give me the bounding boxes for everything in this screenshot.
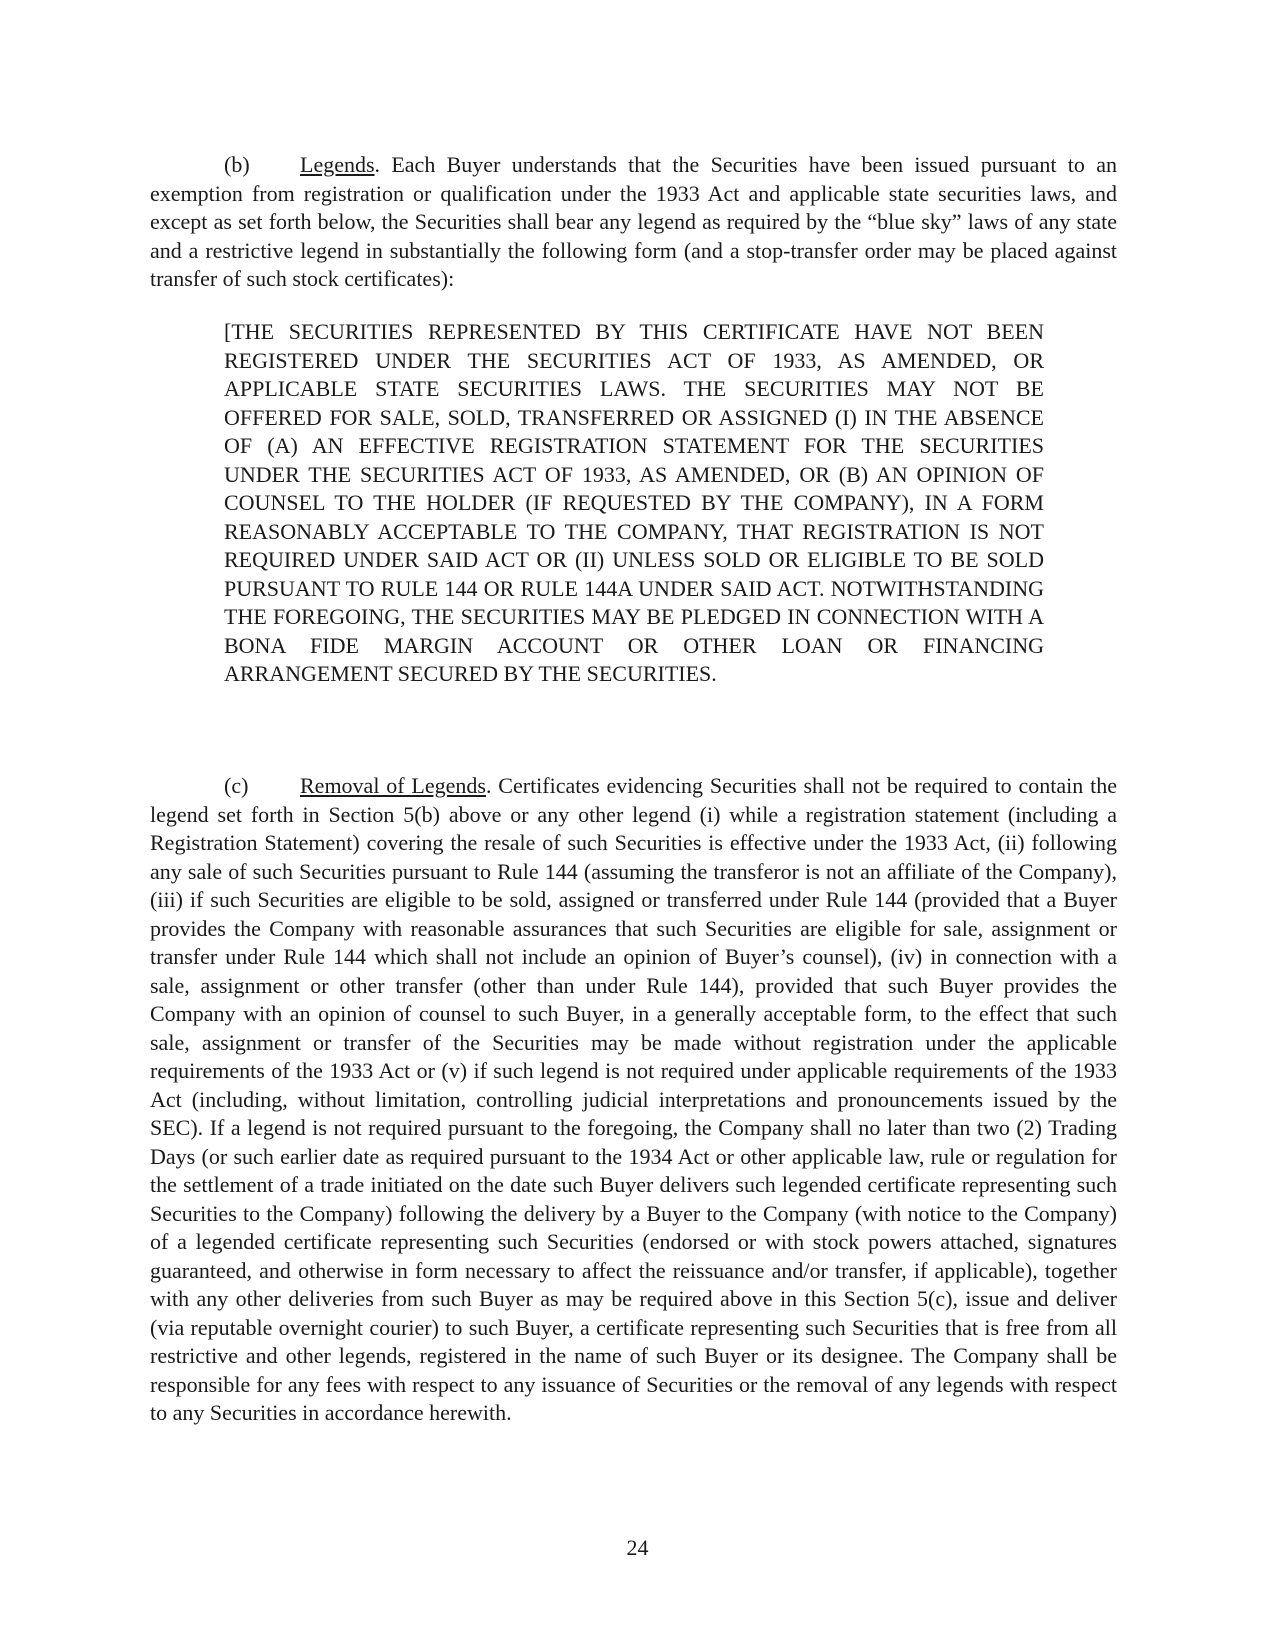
section-c-heading: Removal of Legends	[300, 773, 486, 798]
section-b-text: . Each Buyer understands that the Securities have been issued pursuant to an exemption from registration or qualification under the 1933 Act and applicable state securities laws, and except as set forth below, the Securities shall bear any legend as required by the “blue sky” laws of any state and a restrictive legend in substantially the following form (and a stop-transfer order may be placed against transfer of such stock certificates):	[150, 152, 1117, 291]
section-c-paragraph	[150, 772, 1117, 1428]
section-c-text: . Certificates evidencing Securities shall not be required to contain the legend set forth in Section 5(b) above or any other legend (i) while a registration statement (including a Registration Statement) covering the resale of such Securities is effective under the 1933 Act, (ii) following any sale of such Securities pursuant to Rule 144 (assuming the transferor is not an affiliate of the Company), (iii) if such Securities are eligible to be sold, assigned or transferred under Rule 144 (provided that a Buyer provides the Company with reasonable assurances that such Securities are eligible for sale, assignment or transfer under Rule 144 which shall not include an opinion of Buyer’s counsel), (iv) in connection with a sale, assignment or other transfer (other than under Rule 144), provided that such Buyer provides the Company with an opinion of counsel to such Buyer, in a generally acceptable form, to the effect that such sale, assignment or transfer of the Securities may be made without registration under the applicable requirements of the 1933 Act or (v) if such legend is not required under applicable requirements of the 1933 Act (including, without limitation, controlling judicial interpretations and pronouncements issued by the SEC). If a legend is not required pursuant to the foregoing, the Company shall no later than two (2) Trading Days (or such earlier date as required pursuant to the 1934 Act or other applicable law, rule or regulation for the settlement of a trade initiated on the date such Buyer delivers such legended certificate representing such Securities to the Company) following the delivery by a Buyer to the Company (with notice to the Company) of a legended certificate representing such Securities (endorsed or with stock powers attached, signatures guaranteed, and otherwise in form necessary to affect the reissuance and/or transfer, if applicable), together with any other deliveries from such Buyer as may be required above in this Section 5(c), issue and deliver (via reputable overnight courier) to such Buyer, a certificate representing such Securities that is free from all restrictive and other legends, registered in the name of such Buyer or its designee. The Company shall be responsible for any fees with respect to any issuance of Securities or the removal of any legends with respect to any Securities in accordance herewith.	[150, 773, 1117, 1425]
restrictive-legend-block: [THE SECURITIES REPRESENTED BY THIS CERTIFICATE HAVE NOT BEEN REGISTERED UNDER THE SECURITIES ACT OF 1933, AS AMENDED, OR APPLICABLE STATE SECURITIES LAWS. THE SECURITIES MAY NOT BE OFFERED FOR SALE, SOLD, TRANSFERRED OR ASSIGNED (I) IN THE ABSENCE OF (A) AN EFFECTIVE REGISTRATION STATEMENT FOR THE SECURITIES UNDER THE SECURITIES ACT OF 1933, AS AMENDED, OR (B) AN OPINION OF COUNSEL TO THE HOLDER (IF REQUESTED BY THE COMPANY), IN A FORM REASONABLY ACCEPTABLE TO THE COMPANY, THAT REGISTRATION IS NOT REQUIRED UNDER SAID ACT OR (II) UNLESS SOLD OR ELIGIBLE TO BE SOLD PURSUANT TO RULE 144 OR RULE 144A UNDER SAID ACT. NOTWITHSTANDING THE FOREGOING, THE SECURITIES MAY BE PLEDGED IN CONNECTION WITH A BONA FIDE MARGIN ACCOUNT OR OTHER LOAN OR FINANCING ARRANGEMENT SECURED BY THE SECURITIES.	[224, 319, 1044, 686]
section-b-heading: Legends	[300, 152, 375, 177]
section-b-label: (b)	[224, 152, 250, 177]
section-c-label: (c)	[224, 773, 249, 798]
page-number: 24	[626, 1535, 649, 1560]
section-b-paragraph	[150, 151, 1117, 294]
